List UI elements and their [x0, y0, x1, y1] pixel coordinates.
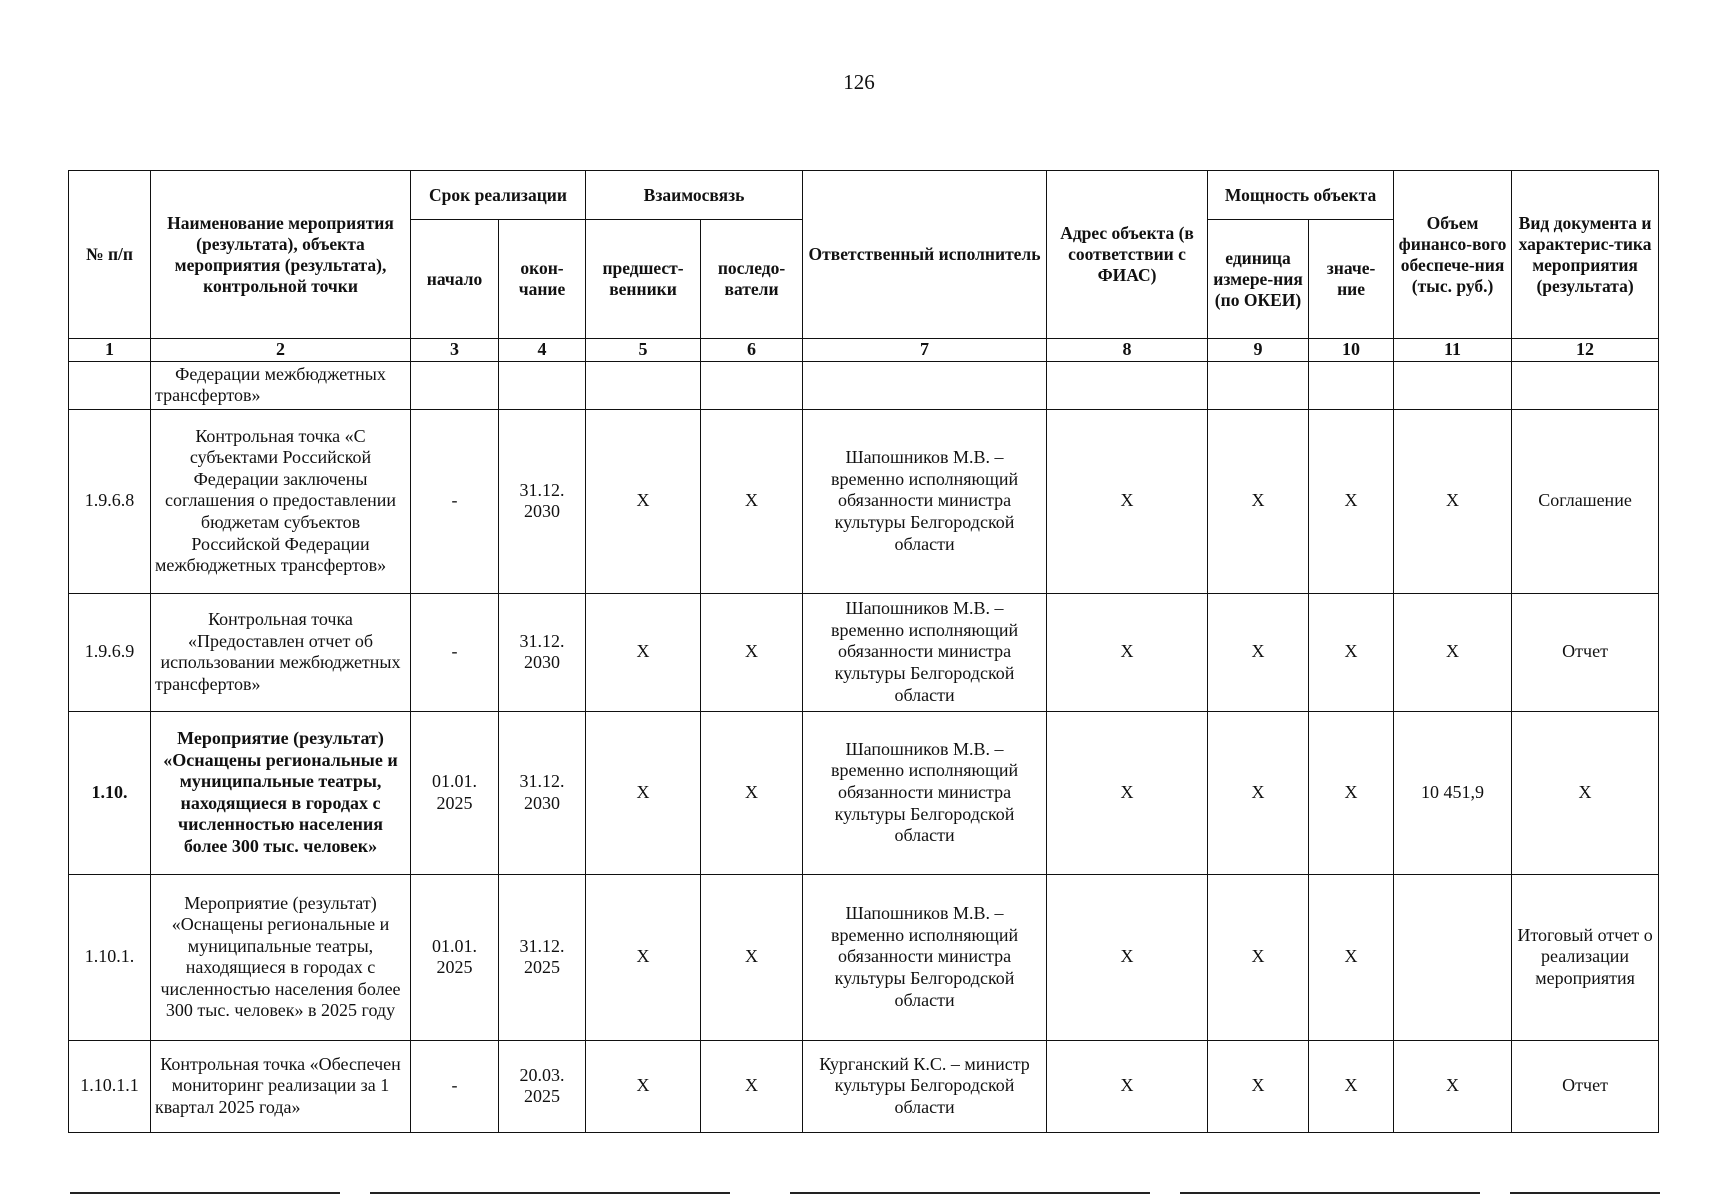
cell-num: 1.10.	[69, 711, 151, 874]
column-number: 9	[1208, 339, 1309, 362]
column-number: 4	[499, 339, 586, 362]
cell-address: X	[1047, 1040, 1208, 1132]
footer-scan-lines	[70, 1192, 1660, 1194]
column-number: 11	[1394, 339, 1512, 362]
cell-doc: Итоговый отчет о реализации мероприятия	[1512, 874, 1659, 1040]
cell-next	[701, 361, 803, 409]
cell-doc: Отчет	[1512, 1040, 1659, 1132]
cell-value: X	[1309, 593, 1394, 711]
cell-next: X	[701, 874, 803, 1040]
column-number: 2	[151, 339, 411, 362]
cell-responsible	[803, 361, 1047, 409]
cell-end: 20.03. 2025	[499, 1040, 586, 1132]
header-capacity-unit: единица измере-ния (по ОКЕИ)	[1208, 220, 1309, 339]
cell-end: 31.12. 2030	[499, 409, 586, 593]
column-number: 7	[803, 339, 1047, 362]
table-row	[69, 593, 1659, 711]
header-period: Срок реализации	[411, 171, 586, 220]
header-capacity-value: значе-ние	[1309, 220, 1394, 339]
cell-num	[69, 361, 151, 409]
cell-name: Мероприятие (результат) «Оснащены региональные и муниципальные театры, находящиеся в городах с численностью населения более 300 тыс. человек»	[151, 711, 411, 874]
cell-prev: X	[586, 409, 701, 593]
cell-num: 1.10.1.	[69, 874, 151, 1040]
column-number: 5	[586, 339, 701, 362]
cell-value	[1309, 361, 1394, 409]
cell-end: 31.12. 2025	[499, 874, 586, 1040]
cell-next: X	[701, 1040, 803, 1132]
column-number: 1	[69, 339, 151, 362]
header-responsible: Ответственный исполнитель	[803, 171, 1047, 339]
footer-line	[1510, 1192, 1660, 1194]
table-row	[69, 711, 1659, 874]
cell-name: Контрольная точка «Предоставлен отчет об использовании межбюджетных трансфертов»	[151, 593, 411, 711]
column-number: 10	[1309, 339, 1394, 362]
header-address: Адрес объекта (в соответствии с ФИАС)	[1047, 171, 1208, 339]
cell-unit: X	[1208, 593, 1309, 711]
cell-doc: Отчет	[1512, 593, 1659, 711]
cell-name: Мероприятие (результат) «Оснащены региональные и муниципальные театры, находящиеся в городах с численностью населения более 300 тыс. человек» в 2025 году	[151, 874, 411, 1040]
cell-next: X	[701, 409, 803, 593]
cell-prev: X	[586, 593, 701, 711]
cell-address: X	[1047, 593, 1208, 711]
table-row	[69, 1040, 1659, 1132]
column-number: 8	[1047, 339, 1208, 362]
page-number: 126	[843, 70, 875, 94]
footer-line	[70, 1192, 340, 1194]
activity-plan-table	[68, 170, 1659, 1133]
cell-prev: X	[586, 711, 701, 874]
column-number: 12	[1512, 339, 1659, 362]
header-period-start: начало	[411, 220, 499, 339]
cell-next: X	[701, 593, 803, 711]
cell-unit	[1208, 361, 1309, 409]
footer-line	[370, 1192, 730, 1194]
cell-start: -	[411, 409, 499, 593]
cell-address: X	[1047, 711, 1208, 874]
cell-unit: X	[1208, 409, 1309, 593]
cell-start: 01.01. 2025	[411, 874, 499, 1040]
footer-line	[790, 1192, 1150, 1194]
header-relation-next: последо-ватели	[701, 220, 803, 339]
cell-doc	[1512, 361, 1659, 409]
cell-value: X	[1309, 409, 1394, 593]
header-period-end: окон-чание	[499, 220, 586, 339]
header-doc-type: Вид документа и характерис-тика мероприятия (результата)	[1512, 171, 1659, 339]
column-number: 6	[701, 339, 803, 362]
cell-end: 31.12. 2030	[499, 593, 586, 711]
cell-name: Контрольная точка «Обеспечен мониторинг реализации за 1 квартал 2025 года»	[151, 1040, 411, 1132]
cell-value: X	[1309, 874, 1394, 1040]
cell-unit: X	[1208, 874, 1309, 1040]
table-row	[69, 361, 1659, 409]
cell-next: X	[701, 711, 803, 874]
cell-name: Контрольная точка «С субъектами Российской Федерации заключены соглашения о предоставлении бюджетам субъектов Российской Федерации межбюджетных трансфертов»	[151, 409, 411, 593]
cell-unit: X	[1208, 711, 1309, 874]
header-relation: Взаимосвязь	[586, 171, 803, 220]
cell-start	[411, 361, 499, 409]
cell-finance: X	[1394, 1040, 1512, 1132]
cell-prev	[586, 361, 701, 409]
cell-finance: X	[1394, 409, 1512, 593]
cell-finance: 10 451,9	[1394, 711, 1512, 874]
cell-doc: X	[1512, 711, 1659, 874]
cell-end	[499, 361, 586, 409]
cell-address: X	[1047, 409, 1208, 593]
header-row-top	[69, 171, 1659, 220]
table-row	[69, 409, 1659, 593]
cell-start: 01.01. 2025	[411, 711, 499, 874]
cell-name: Федерации межбюджетных трансфертов»	[151, 361, 411, 409]
cell-unit: X	[1208, 1040, 1309, 1132]
cell-end: 31.12. 2030	[499, 711, 586, 874]
cell-finance	[1394, 361, 1512, 409]
cell-num: 1.9.6.8	[69, 409, 151, 593]
cell-prev: X	[586, 1040, 701, 1132]
cell-num: 1.9.6.9	[69, 593, 151, 711]
cell-finance	[1394, 874, 1512, 1040]
cell-responsible: Шапошников М.В. – временно исполняющий обязанности министра культуры Белгородской области	[803, 874, 1047, 1040]
cell-start: -	[411, 593, 499, 711]
cell-responsible: Шапошников М.В. – временно исполняющий обязанности министра культуры Белгородской области	[803, 593, 1047, 711]
cell-num: 1.10.1.1	[69, 1040, 151, 1132]
cell-address	[1047, 361, 1208, 409]
header-finance: Объем финансо-вого обеспече-ния (тыс. руб.)	[1394, 171, 1512, 339]
cell-value: X	[1309, 711, 1394, 874]
header-name: Наименование мероприятия (результата), объекта мероприятия (результата), контрольной точки	[151, 171, 411, 339]
cell-responsible: Шапошников М.В. – временно исполняющий обязанности министра культуры Белгородской области	[803, 711, 1047, 874]
cell-start: -	[411, 1040, 499, 1132]
cell-prev: X	[586, 874, 701, 1040]
header-relation-prev: предшест-венники	[586, 220, 701, 339]
cell-responsible: Курганский К.С. – министр культуры Белгородской области	[803, 1040, 1047, 1132]
header-capacity: Мощность объекта	[1208, 171, 1394, 220]
cell-value: X	[1309, 1040, 1394, 1132]
header-num: № п/п	[69, 171, 151, 339]
table-row	[69, 874, 1659, 1040]
column-number-row	[69, 339, 1659, 362]
cell-doc: Соглашение	[1512, 409, 1659, 593]
cell-finance: X	[1394, 593, 1512, 711]
cell-address: X	[1047, 874, 1208, 1040]
footer-line	[1180, 1192, 1480, 1194]
column-number: 3	[411, 339, 499, 362]
cell-responsible: Шапошников М.В. – временно исполняющий обязанности министра культуры Белгородской области	[803, 409, 1047, 593]
